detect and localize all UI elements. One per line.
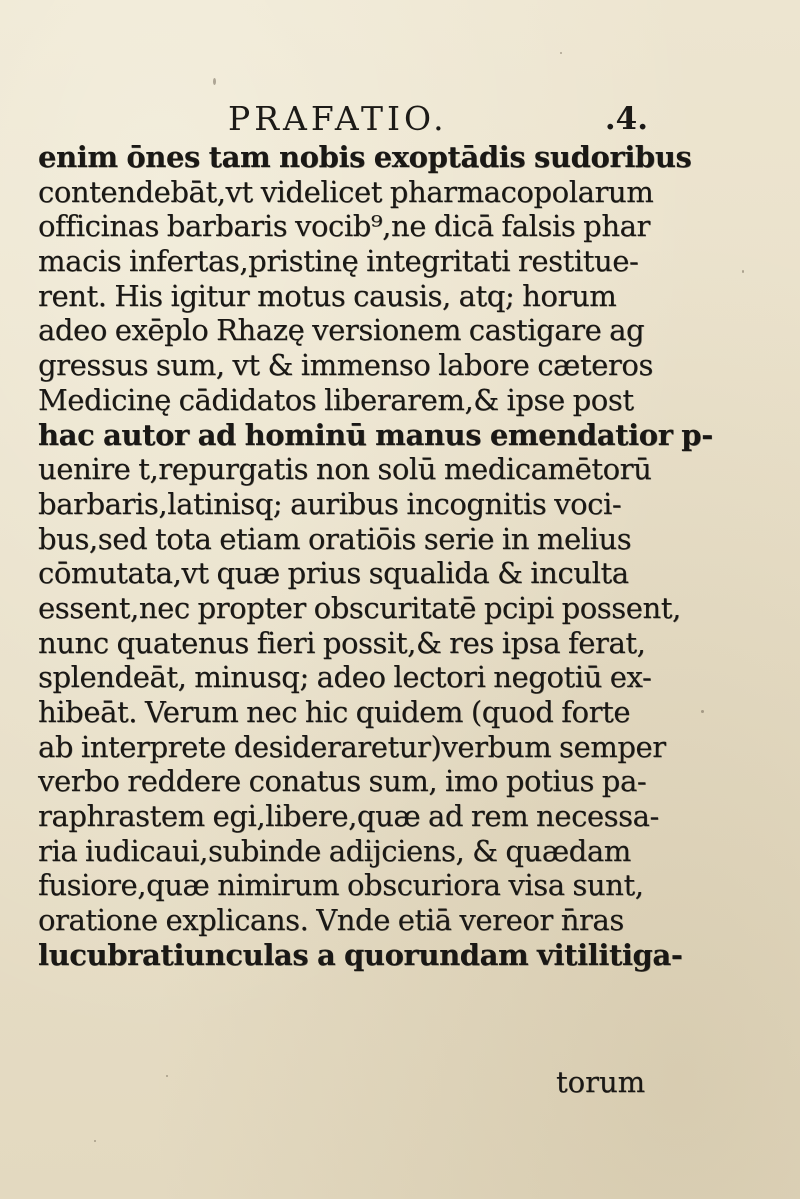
text-line: macis infertas,pristinę integritati restitue- <box>38 244 639 279</box>
text-line: uenire t,repurgatis non solū medicamētorū <box>38 452 652 487</box>
text-line: enim ōnes tam nobis exoptādis sudoribus <box>38 140 692 174</box>
catchword: torum <box>556 1065 646 1099</box>
ink-speck <box>94 1140 96 1142</box>
text-line: Medicinę cādidatos liberarem,& ipse post <box>38 382 634 417</box>
text-line: officinas barbaris vocib⁹,ne dicā falsis phar <box>38 209 650 244</box>
running-head: PRAFATIO. <box>228 99 448 138</box>
text-line: barbaris,latinisq; auribus incognitis voci- <box>38 486 622 521</box>
ink-speck <box>560 52 562 54</box>
text-line: nunc quatenus fieri possit,& res ipsa ferat, <box>38 625 646 660</box>
ink-speck <box>166 1075 168 1077</box>
text-line: ab interprete desideraretur)verbum semper <box>38 729 666 764</box>
text-line: hibeāt. Verum nec hic quidem (quod forte <box>38 695 631 729</box>
body-text <box>38 140 713 973</box>
text-line: fusiore,quæ nimirum obscuriora visa sunt, <box>38 868 644 903</box>
text-line: gressus sum, vt & immenso labore cæteros <box>38 348 653 383</box>
text-line: essent,nec propter obscuritatē pcipi possent, <box>38 590 681 625</box>
ink-speck <box>213 78 216 85</box>
ink-speck <box>701 710 704 713</box>
text-line: oratione explicans. Vnde etiā vereor n̄ras <box>38 903 624 938</box>
text-line: adeo exēplo Rhazę versionem castigare ag <box>38 313 645 348</box>
text-line: verbo reddere conatus sum, imo potius pa- <box>38 764 647 799</box>
text-line: lucubratiunculas a quorundam vitilitiga- <box>38 937 683 972</box>
text-line: contendebāt,vt videlicet pharmacopolarum <box>38 174 654 209</box>
text-line: bus,sed tota etiam oratiōis serie in melius <box>38 521 632 556</box>
text-line: splendeāt, minusq; adeo lectori negotiū ex- <box>38 660 652 695</box>
text-line: cōmutata,vt quæ prius squalida & inculta <box>38 556 629 591</box>
text-line: hac autor ad hominū manus emendatior p- <box>38 417 713 452</box>
folio-number: .4. <box>604 101 648 137</box>
ink-speck <box>742 270 744 273</box>
page-header <box>228 96 648 142</box>
text-line: ria iudicaui,subinde adijciens, & quædam <box>38 833 631 868</box>
text-line: rent. His igitur motus causis, atq; horum <box>38 278 617 313</box>
text-line: raphrastem egi,libere,quæ ad rem necessa- <box>38 799 659 834</box>
